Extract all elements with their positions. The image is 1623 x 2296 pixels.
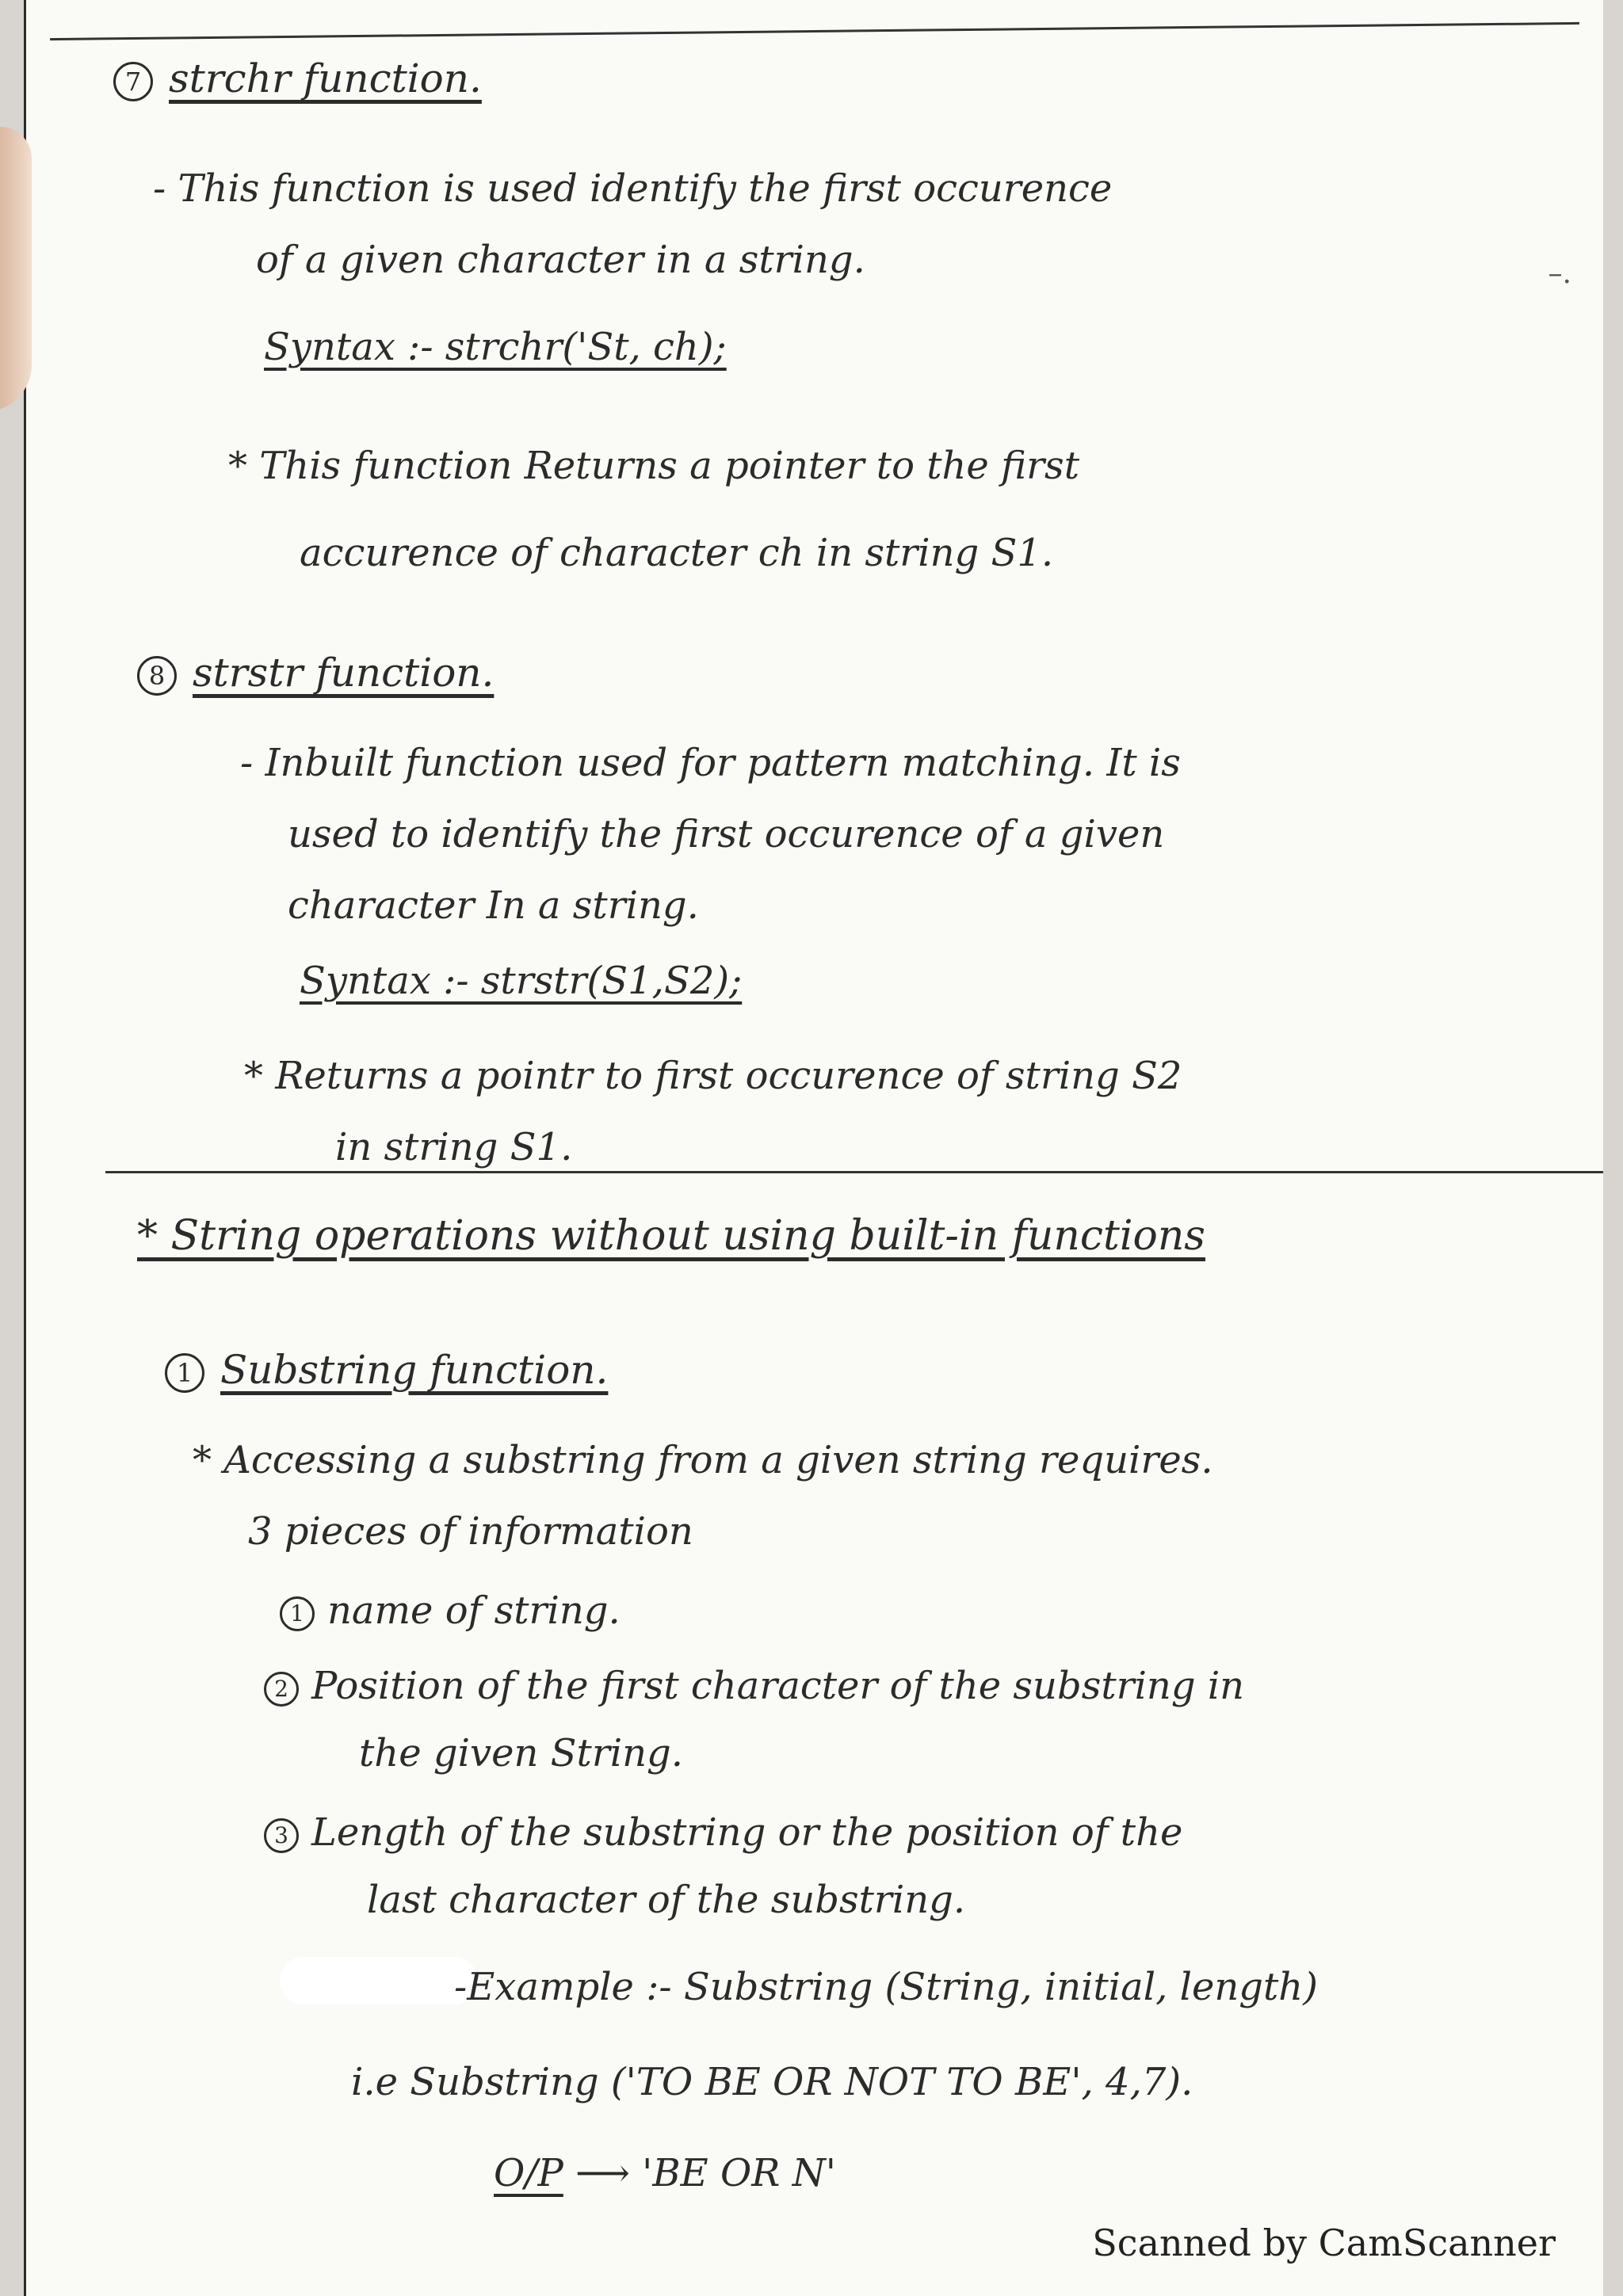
s8-syntax: Syntax :- strstr(S1,S2); — [300, 959, 743, 1003]
s7-line-1: - This function is used identify the first occurence — [153, 166, 1113, 211]
s7-line-5: accurence of character ch in string S1. — [300, 531, 1054, 575]
output-value: 'BE OR N' — [642, 2151, 836, 2195]
sub-item-2-cont: the given String. — [359, 1731, 684, 1775]
arrow-icon: ⟶ — [575, 2151, 630, 2195]
section-divider — [105, 1171, 1603, 1173]
thumb-photo — [0, 127, 32, 412]
sub-item-1: 1 name of string. — [280, 1589, 621, 1633]
page-top-line — [50, 22, 1579, 40]
scanner-footer: Scanned by CamScanner — [1092, 2222, 1556, 2264]
notebook-page — [24, 0, 1603, 2296]
section-8-title: 8 strstr function. — [137, 650, 494, 696]
sub-ie: i.e Substring ('TO BE OR NOT TO BE', 4,7). — [351, 2060, 1193, 2104]
sub-item-3: 3 Length of the substring or the position of the — [264, 1810, 1182, 1855]
sub-example: -Example :- Substring (String, initial, length) — [454, 1965, 1318, 2009]
s8-line-1: - Inbuilt function used for pattern matching. It is — [240, 741, 1181, 785]
margin-mark: –. — [1548, 257, 1571, 290]
sub-item-2: 2 Position of the first character of the substring in — [264, 1664, 1244, 1708]
sub-output — [494, 2151, 836, 2195]
section-7-title: 7 strchr function. — [113, 55, 482, 101]
section-8-number: 8 — [137, 656, 177, 696]
sub-intro-1: * Accessing a substring from a given string requires. — [193, 1438, 1213, 1482]
substring-number: 1 — [165, 1353, 204, 1393]
s8-line-5: * Returns a pointr to first occurence of string S2 — [244, 1054, 1182, 1098]
blank-patch — [280, 1957, 478, 2004]
sub-item-3-cont: last character of the substring. — [367, 1878, 966, 1922]
s8-line-3: character In a string. — [288, 883, 699, 928]
s7-syntax: Syntax :- strchr('St, ch); — [264, 325, 727, 369]
sub-intro-2: 3 pieces of information — [248, 1509, 693, 1554]
s7-line-4: * This function Returns a pointer to the first — [228, 444, 1079, 488]
s8-line-2: used to identify the first occurence of a given — [288, 812, 1165, 856]
substring-title: 1 Substring function. — [165, 1347, 608, 1393]
section-7-number: 7 — [113, 62, 153, 101]
s7-line-2: of a given character in a string. — [256, 238, 865, 282]
output-label: O/P — [494, 2151, 563, 2195]
s8-line-6: in string S1. — [335, 1125, 573, 1169]
operations-heading: * String operations without using built-in functions — [137, 1212, 1205, 1260]
